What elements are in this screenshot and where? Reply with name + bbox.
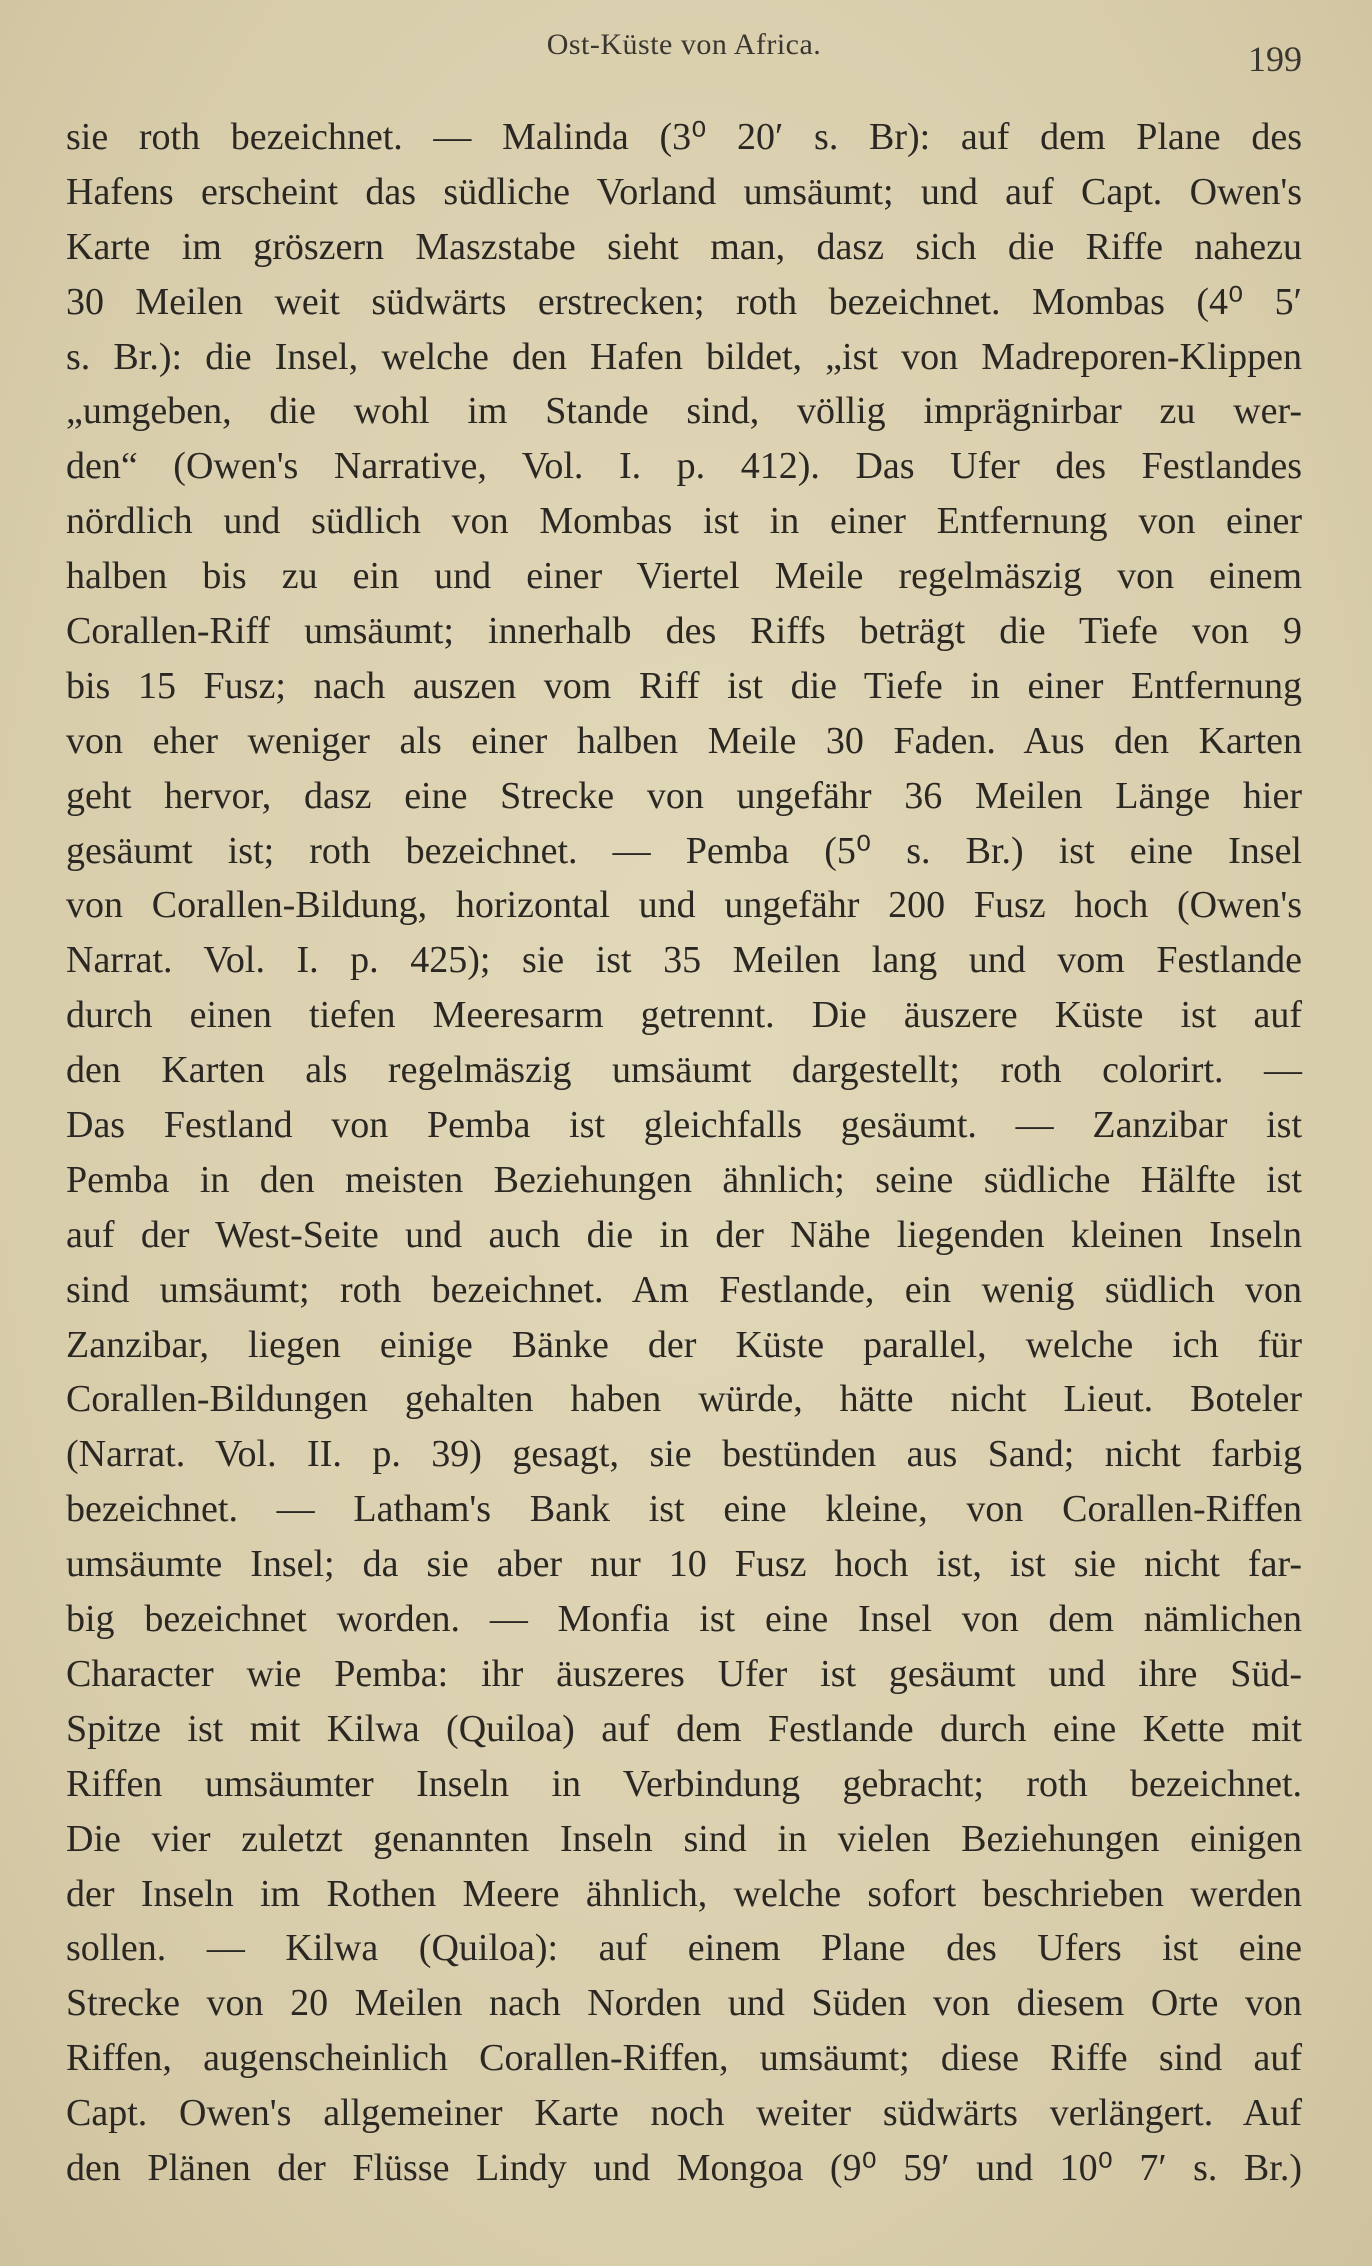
text-line: Die vier zuletzt genannten Inseln sind in vielen Beziehungen einigen <box>66 1817 1302 1860</box>
text-line: nördlich und südlich von Mombas ist in einer Entfernung von einer <box>66 500 1302 543</box>
text-line: Das Festland von Pemba ist gleichfalls gesäumt. — Zanzibar ist <box>66 1104 1302 1147</box>
body-text <box>66 110 1302 2196</box>
text-line: geht hervor, dasz eine Strecke von ungefähr 36 Meilen Länge hier <box>66 774 1302 817</box>
text-line: sind umsäumt; roth bezeichnet. Am Festlande, ein wenig südlich von <box>66 1268 1302 1311</box>
text-line: auf der West-Seite und auch die in der Nähe liegenden kleinen Inseln <box>66 1213 1302 1256</box>
text-line: Corallen-Riff umsäumt; innerhalb des Riffs beträgt die Tiefe von 9 <box>66 610 1302 653</box>
text-line: bis 15 Fusz; nach auszen vom Riff ist die Tiefe in einer Entfernung <box>66 664 1302 707</box>
text-line: 30 Meilen weit südwärts erstrecken; roth bezeichnet. Mombas (4⁰ 5′ <box>66 280 1302 323</box>
text-line: von eher weniger als einer halben Meile 30 Faden. Aus den Karten <box>66 719 1302 762</box>
running-title: Ost-Küste von Africa. <box>546 28 822 61</box>
page-number: 199 <box>1248 39 1302 79</box>
text-line: (Narrat. Vol. II. p. 39) gesagt, sie bestünden aus Sand; nicht farbig <box>66 1433 1302 1476</box>
text-line: Character wie Pemba: ihr äuszeres Ufer ist gesäumt und ihre Süd- <box>66 1652 1302 1695</box>
text-line: Narrat. Vol. I. p. 425); sie ist 35 Meilen lang und vom Festlande <box>66 939 1302 982</box>
text-line: den“ (Owen's Narrative, Vol. I. p. 412). Das Ufer des Festlandes <box>66 445 1302 488</box>
text-line: Capt. Owen's allgemeiner Karte noch weiter südwärts verlängert. Auf <box>66 2092 1302 2135</box>
text-line: Pemba in den meisten Beziehungen ähnlich; seine südliche Hälfte ist <box>66 1158 1302 1201</box>
text-line: der Inseln im Rothen Meere ähnlich, welche sofort beschrieben werden <box>66 1872 1302 1915</box>
text-line: gesäumt ist; roth bezeichnet. — Pemba (5⁰ s. Br.) ist eine Insel <box>66 829 1302 872</box>
text-line: Riffen umsäumter Inseln in Verbindung gebracht; roth bezeichnet. <box>66 1762 1302 1805</box>
text-line: s. Br.): die Insel, welche den Hafen bildet, „ist von Madreporen-Klippen <box>66 335 1302 378</box>
text-line: big bezeichnet worden. — Monfia ist eine Insel von dem nämlichen <box>66 1598 1302 1641</box>
text-line: Corallen-Bildungen gehalten haben würde, hätte nicht Lieut. Boteler <box>66 1378 1302 1421</box>
text-line: sie roth bezeichnet. — Malinda (3⁰ 20′ s. Br): auf dem Plane des <box>66 116 1302 158</box>
text-line: den Karten als regelmäszig umsäumt dargestellt; roth colorirt. — <box>66 1049 1302 1092</box>
text-line: Karte im gröszern Maszstabe sieht man, dasz sich die Riffe nahezu <box>66 225 1302 268</box>
text-line: durch einen tiefen Meeresarm getrennt. Die äuszere Küste ist auf <box>66 994 1302 1037</box>
text-line: halben bis zu ein und einer Viertel Meile regelmäszig von einem <box>66 555 1302 598</box>
text-line: Hafens erscheint das südliche Vorland umsäumt; und auf Capt. Owen's <box>66 170 1302 213</box>
text-line: „umgeben, die wohl im Stande sind, völlig imprägnirbar zu wer- <box>66 390 1302 433</box>
text-line: Zanzibar, liegen einige Bänke der Küste parallel, welche ich für <box>66 1323 1302 1366</box>
text-line: Riffen, augenscheinlich Corallen-Riffen, umsäumt; diese Riffe sind auf <box>66 2037 1302 2080</box>
text-line: bezeichnet. — Latham's Bank ist eine kleine, von Corallen-Riffen <box>66 1488 1302 1531</box>
text-line: den Plänen der Flüsse Lindy und Mongoa (9⁰ 59′ und 10⁰ 7′ s. Br.) <box>66 2146 1302 2189</box>
text-line: Spitze ist mit Kilwa (Quiloa) auf dem Festlande durch eine Kette mit <box>66 1707 1302 1750</box>
text-line: von Corallen-Bildung, horizontal und ungefähr 200 Fusz hoch (Owen's <box>66 884 1302 927</box>
text-line: Strecke von 20 Meilen nach Norden und Süden von diesem Orte von <box>66 1982 1302 2025</box>
page-header <box>66 28 1302 88</box>
text-line: sollen. — Kilwa (Quiloa): auf einem Plane des Ufers ist eine <box>66 1927 1302 1970</box>
text-line: umsäumte Insel; da sie aber nur 10 Fusz hoch ist, ist sie nicht far- <box>66 1543 1302 1586</box>
